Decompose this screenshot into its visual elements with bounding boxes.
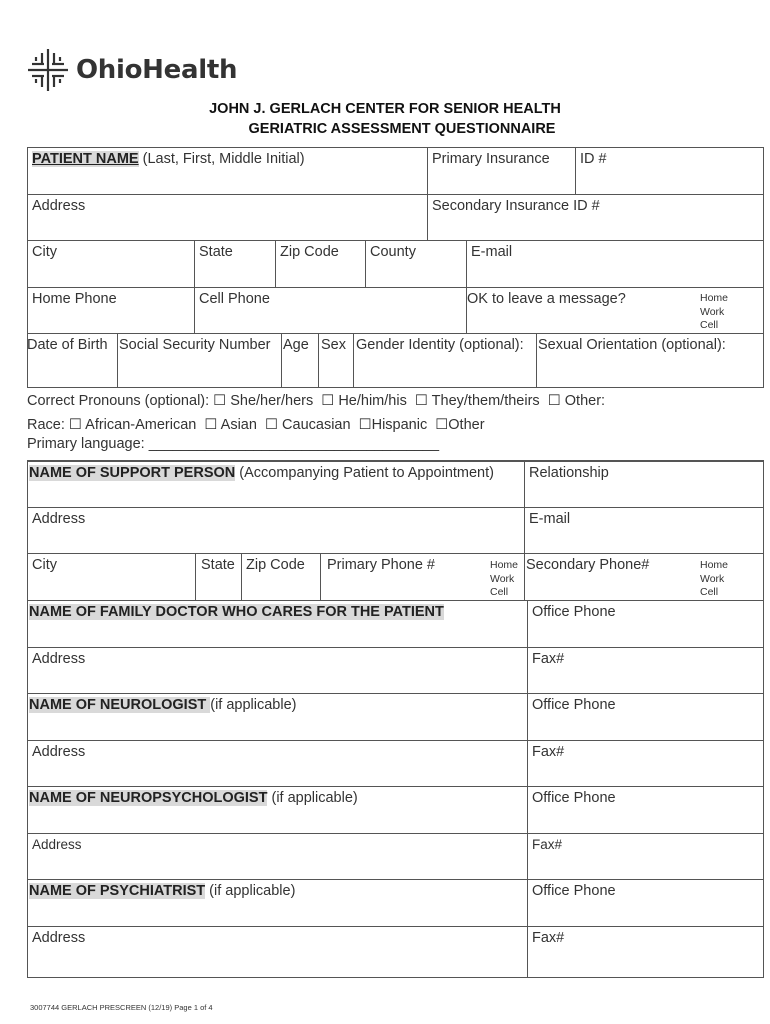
psychiatrist-name-field[interactable] [27,879,295,899]
race-option-1: African-American [85,417,197,433]
race-option-3: Caucasian [282,417,351,433]
family-doctor-name-field[interactable] [27,600,444,620]
patient-county-field[interactable]: County [370,244,416,260]
psychiatrist-fax-field[interactable]: Fax# [532,930,565,946]
family-doctor-address-field[interactable]: Address [32,651,86,667]
support-zip-field[interactable]: Zip Code [246,557,305,573]
phone-type-work[interactable]: Work [700,572,725,585]
psychiatrist-office-phone-field[interactable]: Office Phone [532,883,616,899]
form-title-line2: GERIATRIC ASSESSMENT QUESTIONNAIRE [248,121,556,137]
support-email-field[interactable]: E-mail [529,511,571,527]
race-checkbox-3[interactable]: ☐ [265,417,278,433]
patient-cell-phone-field[interactable]: Cell Phone [199,291,270,307]
secondary-insurance-id-label: ID # [573,198,600,214]
support-person-hint: (Accompanying Patient to Appointment) [235,465,494,481]
neuropsychologist-label: NAME OF NEUROPSYCHOLOGIST [29,790,268,806]
support-secondary-phone-field[interactable]: Secondary Phone# [526,557,650,573]
patient-name-label: PATIENT NAME [32,151,139,167]
date-of-birth-field[interactable]: Date of Birth [27,337,108,353]
neurologist-address-field[interactable]: Address [32,744,86,760]
race-checkbox-1[interactable]: ☐ [68,417,82,433]
pronoun-checkbox-3[interactable]: ☐ [414,393,428,409]
patient-address-field[interactable]: Address [32,198,86,214]
race-checkbox-4[interactable]: ☐ [358,417,372,433]
neurologist-hint: (if applicable) [210,697,297,713]
secondary-insurance-field[interactable] [427,194,600,214]
neuropsychologist-name-field[interactable] [27,786,358,806]
phone-type-cell[interactable]: Cell [700,319,719,331]
primary-language-field[interactable]: Primary language: ____________________________________ [27,436,440,452]
ssn-field[interactable]: Social Security Number [119,337,271,353]
phone-type-home[interactable]: Home [700,292,729,304]
pronoun-option-3: They/them/theirs [431,393,540,409]
logo-text: OhioHealth [76,55,238,85]
support-city-field[interactable]: City [32,557,57,573]
pronoun-checkbox-4[interactable]: ☐ [547,393,561,409]
patient-name-hint: (Last, First, Middle Initial) [138,151,305,167]
support-state-field[interactable]: State [201,557,235,573]
sex-field[interactable]: Sex [321,337,346,353]
phone-type-cell[interactable]: Cell [490,586,509,598]
sexual-orientation-field[interactable]: Sexual Orientation (optional): [538,337,726,353]
neuropsychologist-fax-field[interactable]: Fax# [532,837,563,852]
pronouns-label: Correct Pronouns (optional): [27,393,214,409]
pronoun-checkbox-1[interactable]: ☐ [213,393,227,409]
patient-zip-field[interactable]: Zip Code [280,244,339,260]
family-doctor-label: NAME OF FAMILY DOCTOR WHO CARES FOR THE PATIENT [29,604,444,620]
phone-type-cell[interactable]: Cell [700,586,719,598]
pronoun-option-4: Other: [564,393,606,409]
secondary-insurance-label: Secondary Insurance [432,198,570,214]
gender-identity-field[interactable]: Gender Identity (optional): [356,337,524,353]
patient-state-field[interactable]: State [199,244,233,260]
patient-phone-type-options[interactable] [700,292,728,333]
race-checkbox-2[interactable]: ☐ [204,417,218,433]
psychiatrist-hint: (if applicable) [205,883,296,899]
ok-to-leave-message-field[interactable]: OK to leave a message? [467,291,626,307]
race-label: Race: [27,417,69,433]
support-secondary-phone-types[interactable] [700,559,728,600]
neurologist-label: NAME OF NEUROLOGIST [29,697,211,713]
patient-name-field[interactable] [27,147,305,167]
patient-home-phone-field[interactable]: Home Phone [32,291,117,307]
form-title-line1: JOHN J. GERLACH CENTER FOR SENIOR HEALTH [209,101,561,117]
pronouns-row [27,393,605,409]
neuropsychologist-hint: (if applicable) [267,790,358,806]
phone-type-home[interactable]: Home [700,559,729,571]
patient-city-field[interactable]: City [32,244,57,260]
ohiohealth-logo [26,46,237,94]
support-primary-phone-field[interactable]: Primary Phone # [327,557,435,573]
race-row [27,417,485,433]
pronoun-checkbox-2[interactable]: ☐ [321,393,335,409]
psychiatrist-label: NAME OF PSYCHIATRIST [29,883,206,899]
race-option-2: Asian [220,417,257,433]
support-primary-phone-types[interactable] [490,559,518,600]
age-field[interactable]: Age [283,337,309,353]
neurologist-fax-field[interactable]: Fax# [532,744,565,760]
family-doctor-fax-field[interactable]: Fax# [532,651,565,667]
primary-insurance-field[interactable]: Primary Insurance [432,151,550,167]
phone-type-work[interactable]: Work [700,305,725,318]
phone-type-work[interactable]: Work [490,572,515,585]
ohiohealth-logo-icon [26,47,70,93]
race-checkbox-5[interactable]: ☐ [435,417,449,433]
support-person-label: NAME OF SUPPORT PERSON [29,465,236,481]
psychiatrist-address-field[interactable]: Address [32,930,86,946]
footer-form-code: 3007744 GERLACH PRESCREEN (12/19) Page 1 of 4 [30,1003,213,1012]
race-option-4: Hispanic [371,417,428,433]
family-doctor-office-phone-field[interactable]: Office Phone [532,604,616,620]
pronoun-option-2: He/him/his [338,393,407,409]
primary-insurance-id-field[interactable]: ID # [580,151,607,167]
patient-email-field[interactable]: E-mail [471,244,513,260]
neuropsychologist-address-field[interactable]: Address [32,837,82,852]
neurologist-name-field[interactable] [27,693,297,713]
support-address-field[interactable]: Address [32,511,86,527]
support-relationship-field[interactable]: Relationship [529,465,609,481]
neurologist-office-phone-field[interactable]: Office Phone [532,697,616,713]
support-person-name-field[interactable] [27,461,494,481]
neuropsychologist-office-phone-field[interactable]: Office Phone [532,790,616,806]
pronoun-option-1: She/her/hers [230,393,314,409]
phone-type-home[interactable]: Home [490,559,519,571]
race-option-5: Other [448,417,485,433]
